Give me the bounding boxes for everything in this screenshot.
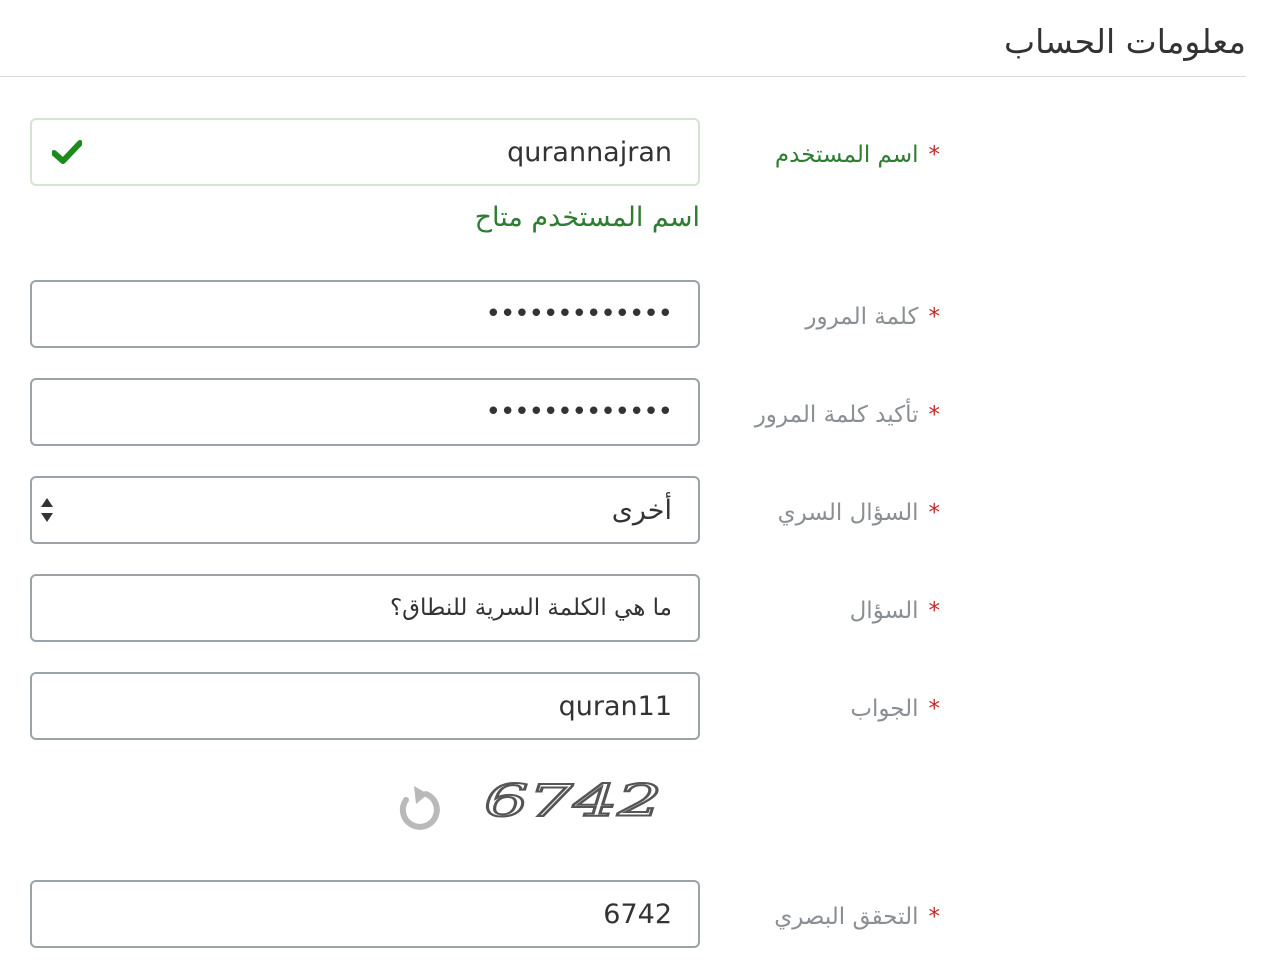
- required-mark: *: [928, 696, 940, 722]
- password-value: •••••••••••••: [485, 299, 672, 329]
- captcha-image: [480, 770, 670, 834]
- username-input[interactable]: [30, 118, 700, 186]
- question-label-text: السؤال: [849, 598, 919, 624]
- secret-question-select[interactable]: [30, 476, 700, 544]
- answer-label: [850, 694, 940, 724]
- required-mark: *: [928, 598, 940, 624]
- section-title: معلومات الحساب: [1004, 22, 1246, 61]
- confirm-password-value: •••••••••••••: [485, 397, 672, 427]
- username-label-text: اسم المستخدم: [774, 142, 919, 168]
- password-label-text: كلمة المرور: [805, 304, 919, 330]
- captcha-text: 6742: [484, 776, 662, 827]
- question-label: [850, 596, 940, 626]
- question-value: ما هي الكلمة السرية للنطاق؟: [389, 595, 672, 621]
- secret-question-selected: أخرى: [611, 494, 672, 526]
- captcha-value: 6742: [603, 898, 672, 930]
- check-icon: [52, 139, 82, 165]
- answer-input[interactable]: [30, 672, 700, 740]
- password-label: [805, 302, 940, 332]
- confirm-password-label-text: تأكيد كلمة المرور: [754, 402, 919, 428]
- answer-label-text: الجواب: [850, 696, 919, 722]
- select-arrows-icon: [40, 495, 54, 525]
- section-divider: [0, 76, 1246, 77]
- secret-question-label: [778, 498, 940, 528]
- required-mark: *: [928, 304, 940, 330]
- secret-question-label-text: السؤال السري: [777, 500, 919, 526]
- captcha-label-text: التحقق البصري: [774, 904, 919, 930]
- question-input[interactable]: [30, 574, 700, 642]
- username-label: [775, 140, 940, 170]
- required-mark: *: [928, 500, 940, 526]
- required-mark: *: [928, 142, 940, 168]
- required-mark: *: [928, 904, 940, 930]
- refresh-icon[interactable]: [392, 780, 444, 836]
- username-availability-message: اسم المستخدم متاح: [474, 202, 700, 233]
- answer-value: quran11: [558, 690, 672, 722]
- captcha-label: [774, 902, 940, 932]
- confirm-password-label: [755, 400, 940, 430]
- confirm-password-input[interactable]: [30, 378, 700, 446]
- username-value: qurannajran: [507, 136, 672, 168]
- password-input[interactable]: [30, 280, 700, 348]
- required-mark: *: [928, 402, 940, 428]
- captcha-input[interactable]: [30, 880, 700, 948]
